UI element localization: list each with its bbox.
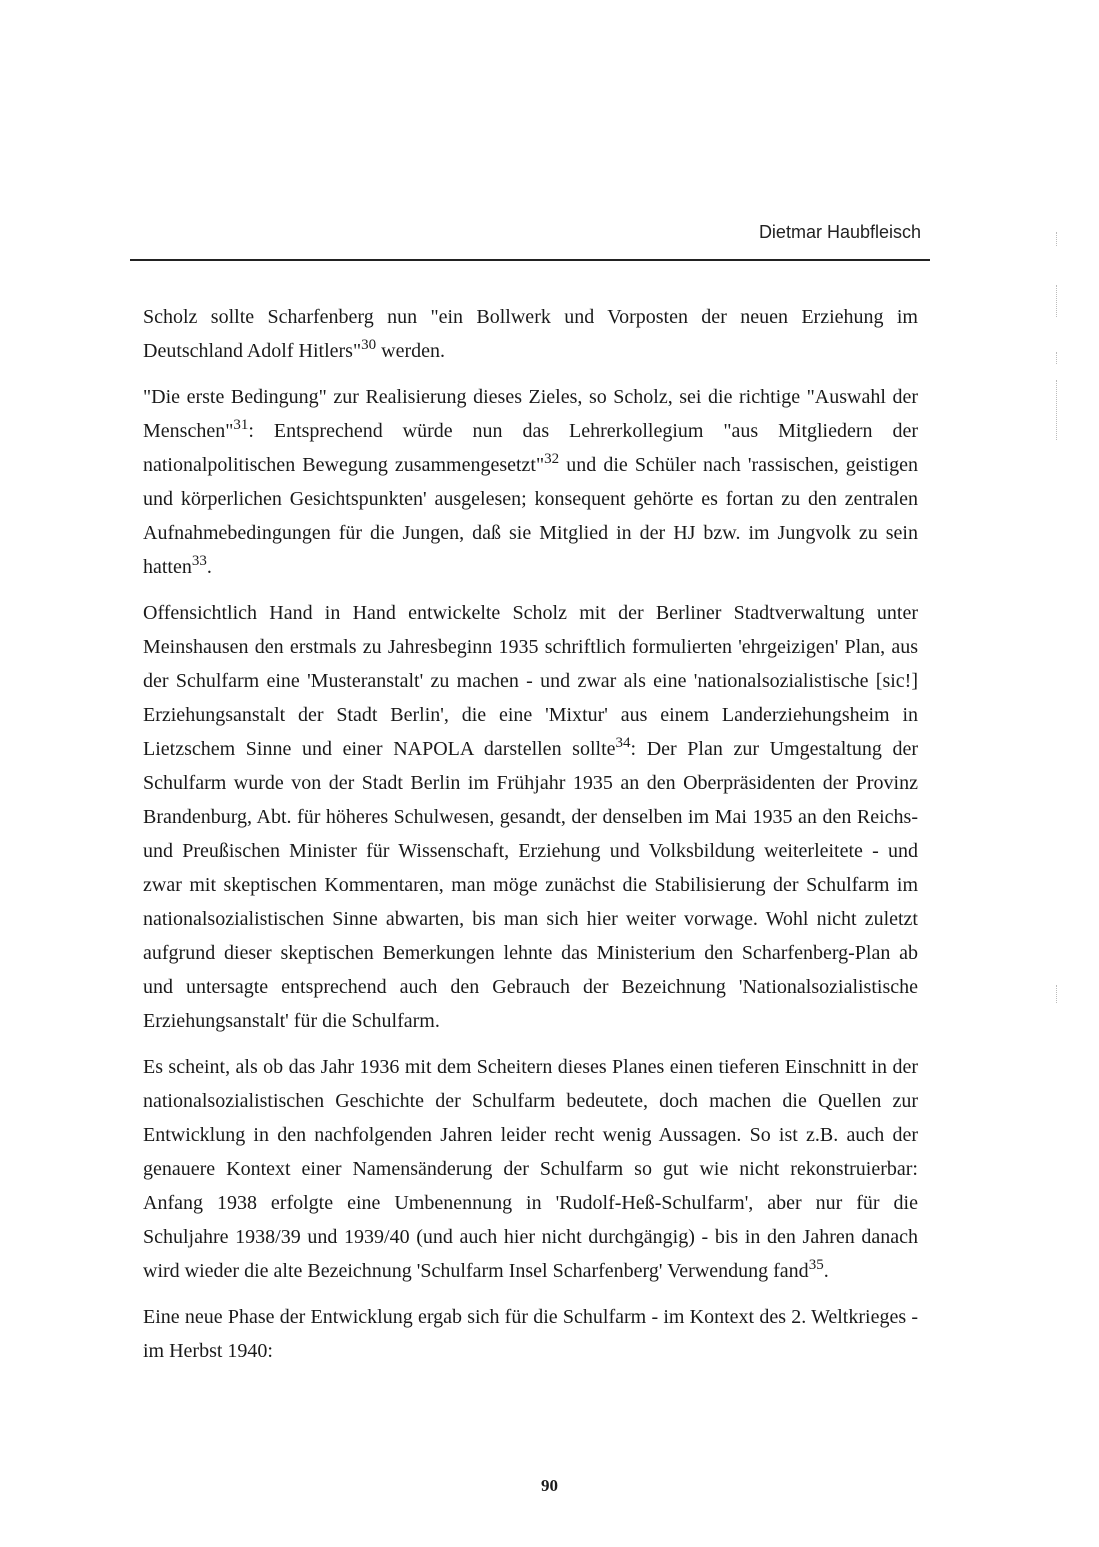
text-run: "Die erste Bedingung" zur Realisierung dieses Zieles, so Scholz, sei die richtige "Auswahl der Menschen" xyxy=(143,386,918,442)
text-run: . xyxy=(823,1260,829,1282)
text-run: Offensichtlich Hand in Hand entwickelte Scholz mit der Berliner Stadtverwaltung unter Meinshausen den erstmals zu Jahresbeginn 1935 schriftlich formulierten 'ehrgeizigen' Plan, aus der Schulfarm eine 'Musteranstalt' zu machen - und zwar als eine 'nationalsozialistische [sic!] Erziehungsanstalt der Stadt Berlin', die eine 'Mixtur' aus einem Landerziehungsheim in Lietzschem Sinne und einer NAPOLA darstellen sollte xyxy=(143,602,918,760)
footnote-ref: 30 xyxy=(361,337,377,353)
body-text xyxy=(143,300,918,1380)
scan-margin-mark xyxy=(1056,232,1058,246)
footnote-ref: 35 xyxy=(808,1257,824,1273)
scan-margin-mark xyxy=(1056,352,1058,364)
footnote-ref: 33 xyxy=(191,553,207,569)
text-run: werden. xyxy=(376,340,445,362)
paragraph xyxy=(143,596,918,1038)
scan-margin-mark xyxy=(1056,285,1058,317)
paragraph xyxy=(143,300,918,368)
paragraph xyxy=(143,1300,918,1368)
scan-margin-mark xyxy=(1056,985,1058,1003)
text-run: Eine neue Phase der Entwicklung ergab sich für die Schulfarm - im Kontext des 2. Weltkrieges - im Herbst 1940: xyxy=(143,1306,918,1362)
footnote-ref: 34 xyxy=(615,735,631,751)
page-number: 90 xyxy=(541,1476,558,1495)
paragraph xyxy=(143,1050,918,1288)
text-run: . xyxy=(206,556,212,578)
paragraph xyxy=(143,380,918,584)
text-run: Scholz sollte Scharfenberg nun "ein Bollwerk und Vorposten der neuen Erziehung im Deutschland Adolf Hitlers" xyxy=(143,306,918,362)
text-run: : Der Plan zur Umgestaltung der Schulfarm wurde von der Stadt Berlin im Frühjahr 1935 an den Oberpräsidenten der Provinz Brandenburg, Abt. für höheres Schulwesen, gesandt, der denselben im Mai 1935 an den Reichs- und Preußischen Minister für Wissenschaft, Erziehung und Volksbildung weiterleitete - und zwar mit skeptischen Kommentaren, man möge zunächst die Stabilisierung der Schulfarm im nationalsozialistischen Sinne abwarten, bis man sich hier weiter vorwage. Wohl nicht zuletzt aufgrund dieser skeptischen Bemerkungen lehnte das Ministerium den Scharfenberg-Plan ab und untersagte entsprechend auch den Gebrauch der Bezeichnung 'Nationalsozialistische Erziehungsanstalt' für die Schulfarm. xyxy=(143,738,918,1032)
text-run: : Entsprechend würde nun das Lehrerkollegium "aus Mitgliedern der nationalpolitischen Bewegung zusammengesetzt" xyxy=(143,420,918,476)
footnote-ref: 32 xyxy=(544,451,560,467)
header-rule xyxy=(130,259,930,261)
footnote-ref: 31 xyxy=(233,417,249,433)
scan-margin-mark xyxy=(1056,380,1058,440)
running-header-author: Dietmar Haubfleisch xyxy=(758,222,921,242)
text-run: Es scheint, als ob das Jahr 1936 mit dem Scheitern dieses Planes einen tieferen Einschnitt in der nationalsozialistischen Geschichte der Schulfarm bedeutete, doch machen die Quellen zur Entwicklung in den nachfolgenden Jahren leider recht wenig Aussagen. So ist z.B. auch der genauere Kontext einer Namensänderung der Schulfarm so gut wie nicht rekonstruierbar: Anfang 1938 erfolgte eine Umbenennung in 'Rudolf-Heß-Schulfarm', aber nur für die Schuljahre 1938/39 und 1939/40 (und auch hier nicht durchgängig) - bis in den Jahren danach wird wieder die alte Bezeichnung 'Schulfarm Insel Scharfenberg' Verwendung fand xyxy=(143,1056,918,1282)
text-run: und die Schüler nach 'rassischen, geistigen und körperlichen Gesichtspunkten' ausgelesen; konsequent gehörte es fortan zu den zentralen Aufnahmebedingungen für die Jungen, daß sie Mitglied in der HJ bzw. im Jungvolk zu sein hatten xyxy=(143,454,918,578)
